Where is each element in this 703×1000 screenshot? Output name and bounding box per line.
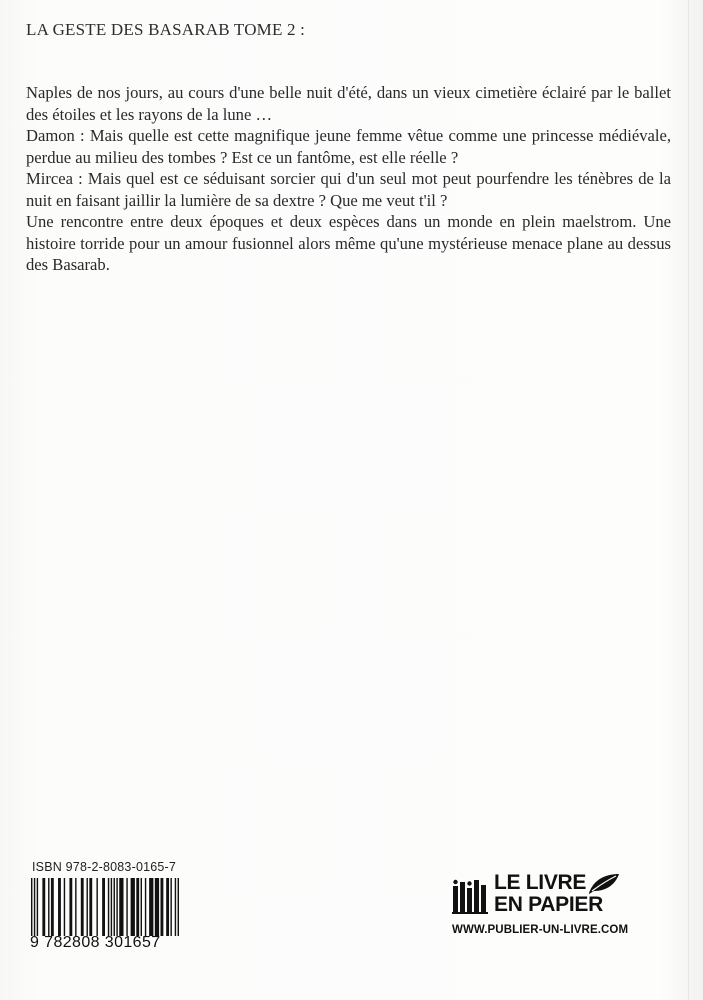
barcode-bar <box>31 878 32 936</box>
barcode-bar <box>64 878 65 936</box>
publisher-block <box>452 873 662 936</box>
barcode-bar <box>34 878 35 936</box>
barcode-icon <box>30 878 180 936</box>
logo-word-1: LE LIVRE <box>494 871 587 894</box>
barcode-bar <box>170 878 171 936</box>
publisher-logo <box>452 873 662 914</box>
barcode-bar <box>87 878 88 936</box>
barcode-bar <box>149 878 153 936</box>
barcode-bar <box>75 878 76 936</box>
logo-line-2: EN PAPIER <box>494 893 603 916</box>
blurb-text <box>26 82 671 276</box>
page-edge <box>688 0 689 1000</box>
barcode-bar <box>119 878 123 936</box>
leaf-icon <box>586 873 620 895</box>
barcode-digits: 9 782808 301657 <box>30 934 161 951</box>
barcode-bar <box>136 878 139 936</box>
barcode-bar <box>111 878 112 936</box>
barcode-bar <box>116 878 117 936</box>
barcode-bar <box>178 878 179 936</box>
publisher-url: WWW.PUBLIER-UN-LIVRE.COM <box>452 924 629 936</box>
barcode-bar <box>166 878 169 936</box>
barcode-bar <box>89 878 92 936</box>
books-icon <box>452 874 490 914</box>
barcode-bar <box>48 878 49 936</box>
barcode-bar <box>145 878 146 936</box>
isbn-block <box>30 860 180 952</box>
book-title: LA GESTE DES BASARAB TOME 2 : <box>26 20 306 39</box>
barcode-bar <box>175 878 176 936</box>
barcode-bar <box>81 878 84 936</box>
barcode-bar <box>42 878 45 936</box>
barcode-bar <box>37 878 38 936</box>
barcode-bar <box>51 878 54 936</box>
barcode-bar <box>96 878 97 936</box>
barcode-bar <box>102 878 105 936</box>
barcode-bar <box>58 878 61 936</box>
barcode-bar <box>161 878 164 936</box>
blurb-paragraph: Une rencontre entre deux époques et deux espèces dans un monde en plein maelstrom. Une histoire torride pour un amour fusionnel alors même qu'une mystérieuse menace plane au dessus des Basarab. <box>26 212 671 274</box>
barcode-bar <box>141 878 142 936</box>
isbn-label: ISBN 978-2-8083-0165-7 <box>32 860 177 874</box>
barcode-bar <box>155 878 159 936</box>
barcode-bar <box>69 878 72 936</box>
logo-line-1 <box>494 873 620 895</box>
blurb-paragraph: Damon : Mais quelle est cette magnifique jeune femme vêtue comme une princesse médiévale, perdue au milieu des tombes ? Est ce un fantôme, est elle réelle ? <box>26 126 671 167</box>
blurb-paragraph: Mircea : Mais quel est ce séduisant sorcier qui d'un seul mot peut pourfendre les ténèbres de la nuit en faisant jaillir la lumière de sa dextre ? Que me veut t'il ? <box>26 169 671 210</box>
publisher-logo-text <box>494 873 620 914</box>
barcode-bar <box>126 878 127 936</box>
barcode-bar <box>114 878 115 936</box>
blurb-paragraph: Naples de nos jours, au cours d'une belle nuit d'été, dans un vieux cimetière éclairé par le ballet des étoiles et les rayons de la lune … <box>26 83 671 124</box>
barcode-bar <box>108 878 109 936</box>
barcode-bar <box>131 878 135 936</box>
